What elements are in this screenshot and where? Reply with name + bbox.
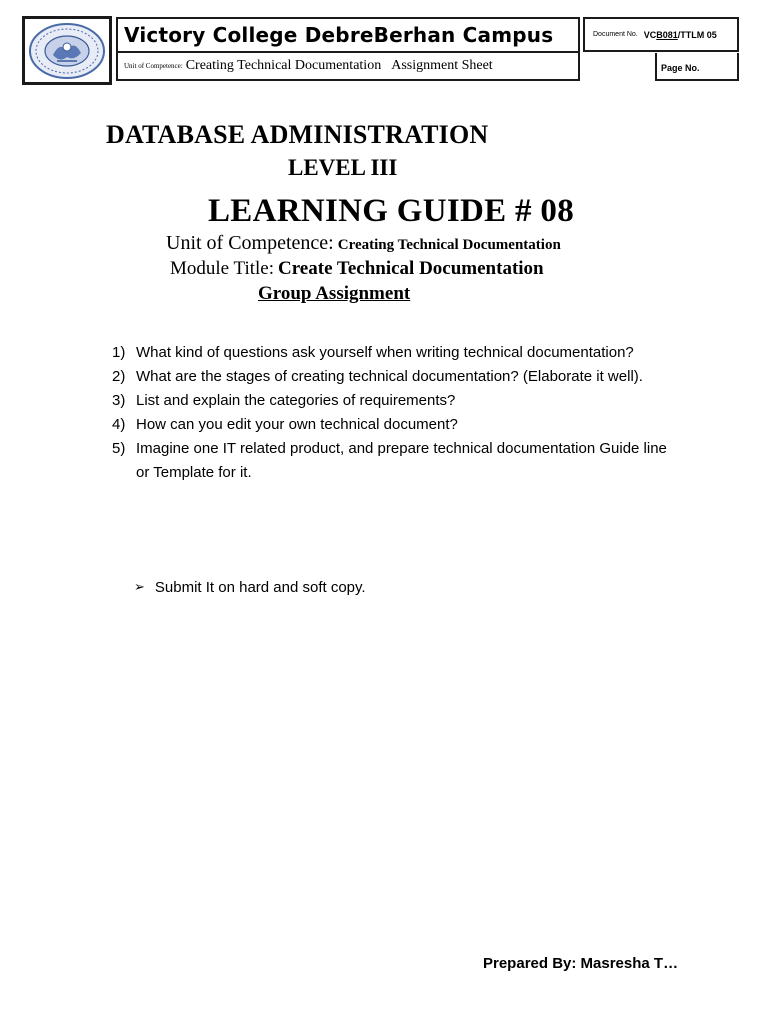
question-text: Imagine one IT related product, and prepare technical documentation Guide line or Template for it. — [136, 440, 667, 481]
page-number-box — [655, 53, 739, 81]
doc-no-suffix: /TTLM 05 — [677, 29, 717, 40]
submit-note-text: Submit It on hard and soft copy. — [154, 579, 366, 596]
sheet-label: Assignment Sheet — [391, 58, 493, 73]
page-no-label: Page No. — [661, 63, 700, 73]
learning-guide-title: LEARNING GUIDE # 08 — [208, 193, 574, 229]
question-item — [112, 413, 672, 437]
question-list — [112, 341, 672, 485]
uoc-line-value: Creating Technical Documentation — [337, 237, 561, 253]
module-title-line — [170, 258, 544, 280]
question-number: 5) — [112, 440, 126, 457]
question-text: How can you edit your own technical document? — [136, 416, 458, 433]
college-seal-icon — [27, 21, 107, 81]
college-logo — [22, 16, 112, 85]
uoc-name: Creating Technical Documentation — [185, 58, 382, 73]
doc-no-prefix: VC — [643, 29, 657, 40]
doc-no-label: Document No. — [593, 31, 638, 38]
question-number: 2) — [112, 368, 126, 385]
prepared-by: Prepared By: Masresha T… — [483, 955, 679, 972]
doc-no-underlined: B081 — [656, 29, 678, 40]
question-text: What are the stages of creating technical documentation? (Elaborate it well). — [136, 368, 643, 385]
question-item — [112, 437, 672, 485]
doc-no-value — [644, 30, 717, 40]
question-item — [112, 341, 672, 365]
course-title: DATABASE ADMINISTRATION — [106, 120, 489, 149]
question-number: 1) — [112, 344, 126, 361]
submit-note — [134, 576, 366, 600]
unit-of-competence-line — [166, 232, 561, 255]
module-label: Module Title: — [170, 258, 274, 279]
college-title-box — [116, 17, 580, 53]
question-text: List and explain the categories of requirements? — [136, 392, 456, 409]
document-number-box — [583, 17, 739, 52]
question-text: What kind of questions ask yourself when writing technical documentation? — [136, 344, 634, 361]
question-number: 3) — [112, 392, 126, 409]
uoc-label: Unit of Competence: — [124, 62, 183, 70]
question-item — [112, 365, 672, 389]
question-item — [112, 389, 672, 413]
uoc-line-label: Unit of Competence: — [166, 232, 334, 254]
arrow-bullet-icon: ➢ — [134, 580, 145, 595]
level-title: LEVEL III — [288, 155, 398, 180]
college-name: Victory College DebreBerhan Campus — [124, 23, 554, 47]
module-value: Create Technical Documentation — [278, 258, 544, 279]
question-number: 4) — [112, 416, 126, 433]
group-assignment-heading: Group Assignment — [258, 283, 411, 304]
unit-of-competence-box — [116, 53, 580, 81]
